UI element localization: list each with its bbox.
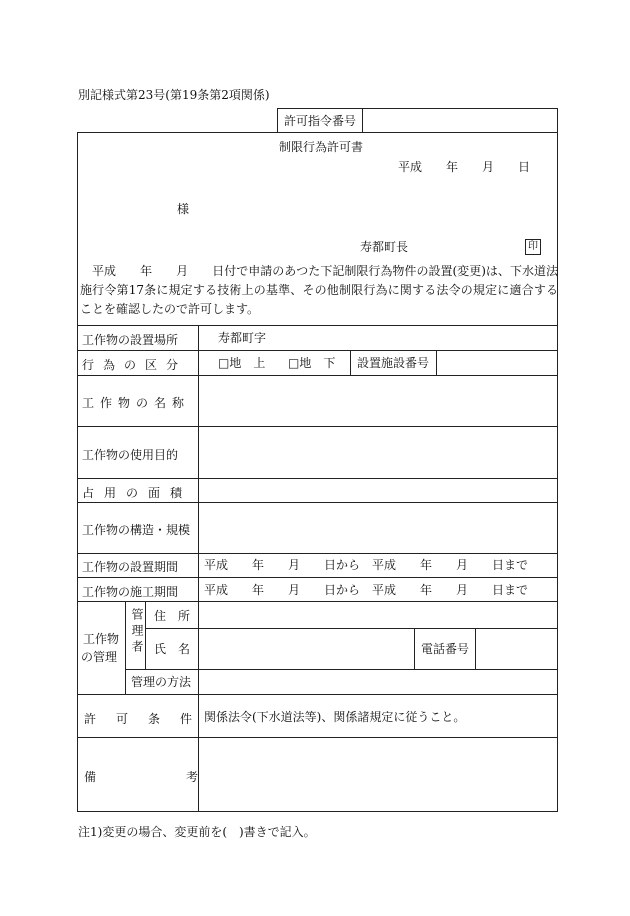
permit-number-label: 許可指令番号: [284, 114, 357, 128]
address-field[interactable]: [206, 609, 546, 623]
underground-checkbox[interactable]: □地 下: [288, 356, 336, 370]
install-period-label: 工作物の設置期間: [82, 560, 179, 574]
document-title: 制限行為許可書: [279, 140, 364, 154]
permit-body-text: 平成 年 月 日付で申請のあつた下記制限行為物件の設置(変更)は、下水道法施行令第17条に規定する技術上の基準、その他制限行為に関する法令の規定に適合することを確認したので許可します。: [80, 264, 558, 316]
location-label: 工作物の設置場所: [82, 333, 179, 347]
management-method-field[interactable]: [206, 675, 546, 689]
occupied-area-label: 占用の面積: [82, 486, 193, 500]
construction-period-field[interactable]: 平成 年 月 日から 平成 年 月 日まで: [204, 583, 529, 597]
category-label: 行為の区分: [82, 358, 188, 372]
usage-purpose-label: 工作物の使用目的: [82, 448, 179, 462]
footnote: 注1)変更の場合、変更前を( )書きで記入。: [78, 825, 316, 839]
install-period-field[interactable]: 平成 年 月 日から 平成 年 月 日まで: [204, 558, 529, 572]
date-day: 日: [518, 160, 531, 174]
construction-period-label: 工作物の施工期間: [82, 585, 179, 599]
above-ground-checkbox[interactable]: □地 上: [218, 356, 266, 370]
phone-field[interactable]: [482, 642, 552, 656]
management-label-line1: 工作物: [83, 632, 120, 646]
recipient-suffix: 様: [177, 202, 190, 216]
manager-label: 管理者: [130, 608, 144, 656]
date-era: 平成: [398, 160, 423, 174]
date-month: 月: [482, 160, 495, 174]
remarks-label: 備考: [84, 770, 289, 784]
date-year: 年: [446, 160, 459, 174]
conditions-text: 関係法令(下水道法等)、関係諸規定に従うこと。: [204, 710, 466, 724]
structure-scale-label: 工作物の構造・規模: [82, 523, 191, 537]
seal-mark: 印: [525, 239, 541, 255]
address-label: 住 所: [154, 609, 191, 623]
manager-name-label: 氏 名: [154, 642, 191, 656]
issuer-name: 寿都町長: [360, 240, 409, 254]
structure-name-label: 工作物の名称: [82, 396, 191, 410]
conditions-label: 許可条件: [84, 712, 213, 726]
management-method-label: 管理の方法: [131, 675, 192, 689]
phone-label: 電話番号: [421, 642, 470, 656]
location-field[interactable]: 寿都町字: [218, 331, 267, 345]
management-label-line2: の管理: [81, 650, 118, 664]
manager-name-field[interactable]: [206, 642, 406, 656]
facility-number-label: 設置施設番号: [357, 356, 430, 370]
form-number: 別記様式第23号(第19条第2項関係): [78, 88, 270, 102]
